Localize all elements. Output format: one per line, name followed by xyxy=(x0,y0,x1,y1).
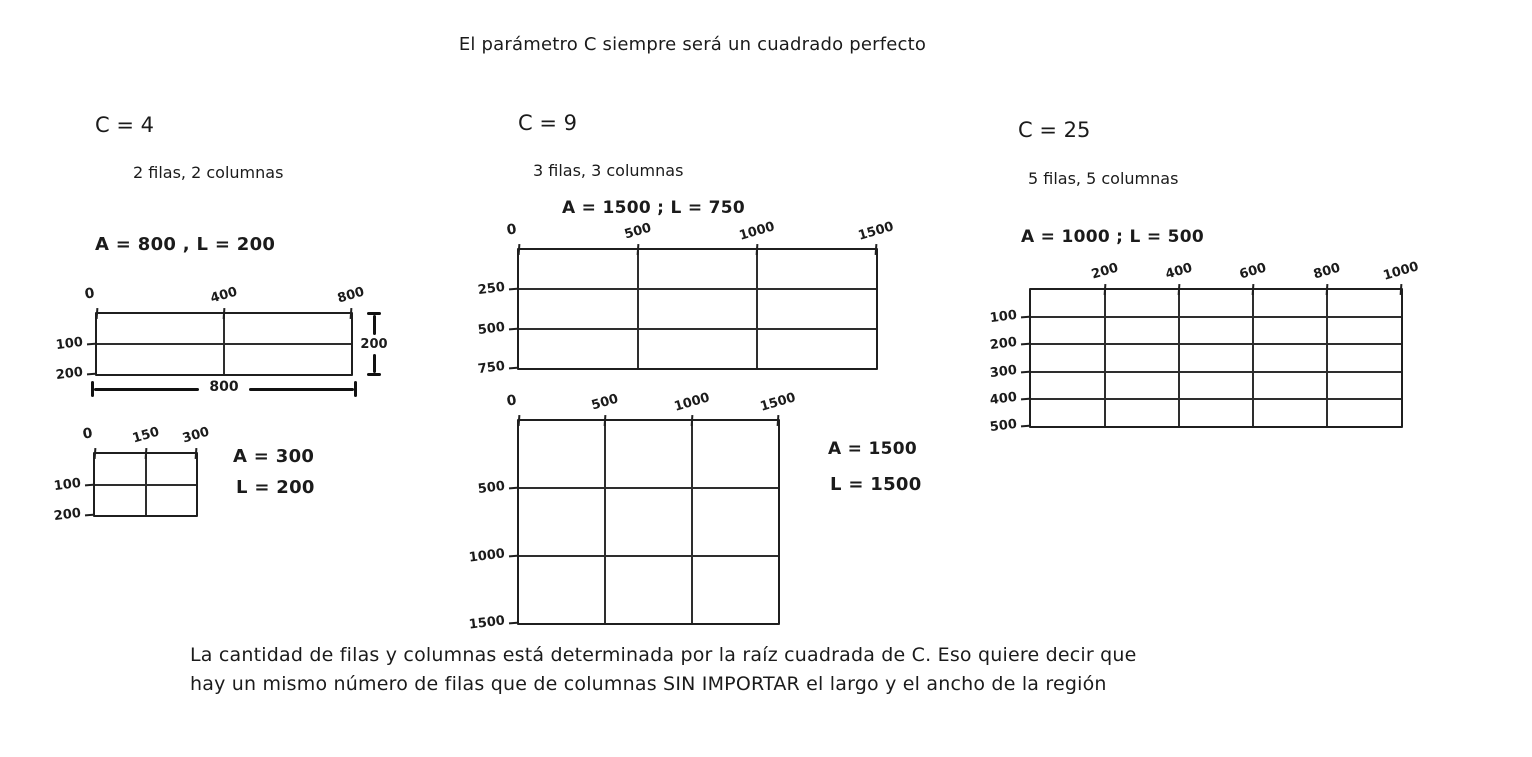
x-tick-mark xyxy=(94,448,97,459)
grid-horizontal-line xyxy=(1031,371,1401,373)
y-tick-label: 300 xyxy=(989,362,1018,381)
c4-subheading: 2 filas, 2 columnas xyxy=(133,163,284,182)
grid-vertical-line xyxy=(1178,290,1180,426)
x-tick-mark xyxy=(195,448,198,459)
grid-vertical-line xyxy=(756,250,758,368)
x-tick-label: 1500 xyxy=(856,219,896,244)
y-tick-mark xyxy=(509,367,519,370)
c25-grid xyxy=(989,259,1421,436)
c4-main-grid xyxy=(55,284,367,384)
y-tick-mark xyxy=(87,343,97,346)
x-tick-mark xyxy=(96,308,99,319)
c9-heading: C = 9 xyxy=(518,111,577,135)
grid-horizontal-line xyxy=(1031,316,1401,318)
x-tick-label: 1500 xyxy=(758,390,798,415)
y-tick-mark xyxy=(509,487,519,490)
dimension-line xyxy=(94,388,199,391)
c9-subheading: 3 filas, 3 columnas xyxy=(533,161,684,180)
x-tick-mark xyxy=(1400,284,1403,295)
grid-horizontal-line xyxy=(519,487,778,489)
c4-heading: C = 4 xyxy=(95,113,154,137)
x-tick-label: 600 xyxy=(1237,260,1269,283)
c25-heading: C = 25 xyxy=(1018,118,1091,142)
c9-params: A = 1500 ; L = 750 xyxy=(562,198,745,218)
y-tick-mark xyxy=(509,554,519,557)
c9-bottom-grid xyxy=(468,390,798,633)
y-tick-mark xyxy=(1021,343,1031,346)
x-tick-label: 400 xyxy=(1163,260,1195,283)
c4-small-grid xyxy=(53,424,212,525)
grid-horizontal-line xyxy=(95,484,196,486)
footer-line-2: hay un mismo número de filas que de columnas SIN IMPORTAR el largo y el ancho de la región xyxy=(190,673,1107,695)
grid-vertical-line xyxy=(1104,290,1106,426)
c25-params: A = 1000 ; L = 500 xyxy=(1021,227,1204,247)
dimension-line xyxy=(373,315,376,335)
x-tick-label: 1000 xyxy=(1381,259,1421,284)
x-tick-label: 400 xyxy=(208,284,240,307)
y-tick-mark xyxy=(509,327,519,330)
y-tick-mark xyxy=(87,373,97,376)
c4-params: A = 800 , L = 200 xyxy=(95,234,276,255)
y-tick-label: 100 xyxy=(53,475,82,494)
c4-width-label: 800 xyxy=(209,379,239,395)
x-tick-label: 0 xyxy=(505,392,518,410)
grid-horizontal-line xyxy=(519,328,876,330)
y-tick-label: 1000 xyxy=(468,546,506,566)
x-tick-mark xyxy=(518,415,521,426)
grid-vertical-line xyxy=(1252,290,1254,426)
x-tick-label: 1000 xyxy=(672,390,712,415)
y-tick-label: 250 xyxy=(477,280,506,299)
dimension-end-cap xyxy=(367,373,381,376)
c4-width-dimension xyxy=(91,381,357,397)
footer-line-1: La cantidad de filas y columnas está determinada por la raíz cuadrada de C. Eso quiere decir que xyxy=(190,644,1137,666)
y-tick-label: 200 xyxy=(55,364,84,384)
c4-small-length-label: L = 200 xyxy=(236,477,315,498)
dimension-end-cap xyxy=(354,381,357,397)
x-tick-label: 1000 xyxy=(737,219,777,244)
page-title: El parámetro C siempre será un cuadrado perfecto xyxy=(458,34,927,55)
y-tick-label: 400 xyxy=(989,389,1018,408)
x-tick-label: 150 xyxy=(130,424,161,447)
grid-horizontal-line xyxy=(1031,343,1401,345)
x-tick-mark xyxy=(350,308,353,319)
y-tick-mark xyxy=(1021,425,1031,428)
dimension-line xyxy=(249,388,354,391)
grid-horizontal-line xyxy=(519,555,778,557)
x-tick-label: 800 xyxy=(1311,260,1343,283)
c9-top-grid xyxy=(477,219,896,378)
c9-bottom-area-label: A = 1500 xyxy=(828,439,917,459)
y-tick-label: 200 xyxy=(989,335,1018,354)
y-tick-label: 500 xyxy=(989,416,1018,436)
y-tick-mark xyxy=(509,288,519,291)
x-tick-label: 0 xyxy=(81,425,94,443)
c25-subheading: 5 filas, 5 columnas xyxy=(1028,169,1179,188)
grid-vertical-line xyxy=(691,421,693,623)
grid-horizontal-line xyxy=(97,343,351,345)
x-tick-mark xyxy=(777,415,780,426)
grid-vertical-line xyxy=(637,250,639,368)
x-tick-mark xyxy=(875,244,878,255)
x-tick-label: 300 xyxy=(180,424,212,447)
y-tick-mark xyxy=(1021,397,1031,400)
grid-vertical-line xyxy=(1326,290,1328,426)
y-tick-mark xyxy=(1021,316,1031,319)
y-tick-mark xyxy=(85,514,95,517)
y-tick-label: 500 xyxy=(477,479,506,498)
y-tick-label: 200 xyxy=(53,505,82,525)
grid-horizontal-line xyxy=(519,288,876,290)
c4-height-dimension xyxy=(360,312,388,376)
grid-vertical-line xyxy=(604,421,606,623)
x-tick-label: 500 xyxy=(622,220,654,243)
c4-small-area-label: A = 300 xyxy=(233,446,315,467)
footer-note xyxy=(190,641,1340,699)
x-tick-label: 0 xyxy=(505,221,518,239)
y-tick-label: 100 xyxy=(55,334,84,354)
grid-horizontal-line xyxy=(1031,398,1401,400)
y-tick-mark xyxy=(85,483,95,486)
x-tick-label: 800 xyxy=(335,284,367,307)
c4-height-label: 200 xyxy=(360,336,388,352)
y-tick-label: 750 xyxy=(477,358,506,378)
c9-bottom-length-label: L = 1500 xyxy=(830,474,922,495)
y-tick-label: 500 xyxy=(477,319,506,338)
x-tick-mark xyxy=(518,244,521,255)
x-tick-label: 200 xyxy=(1089,260,1121,283)
x-tick-label: 0 xyxy=(83,285,96,303)
x-tick-mark xyxy=(144,448,147,459)
y-tick-label: 100 xyxy=(989,308,1018,327)
y-tick-label: 1500 xyxy=(468,613,506,633)
y-tick-mark xyxy=(509,622,519,625)
x-tick-label: 500 xyxy=(590,391,621,414)
y-tick-mark xyxy=(1021,370,1031,373)
x-tick-mark xyxy=(690,415,693,426)
dimension-line xyxy=(373,354,376,374)
